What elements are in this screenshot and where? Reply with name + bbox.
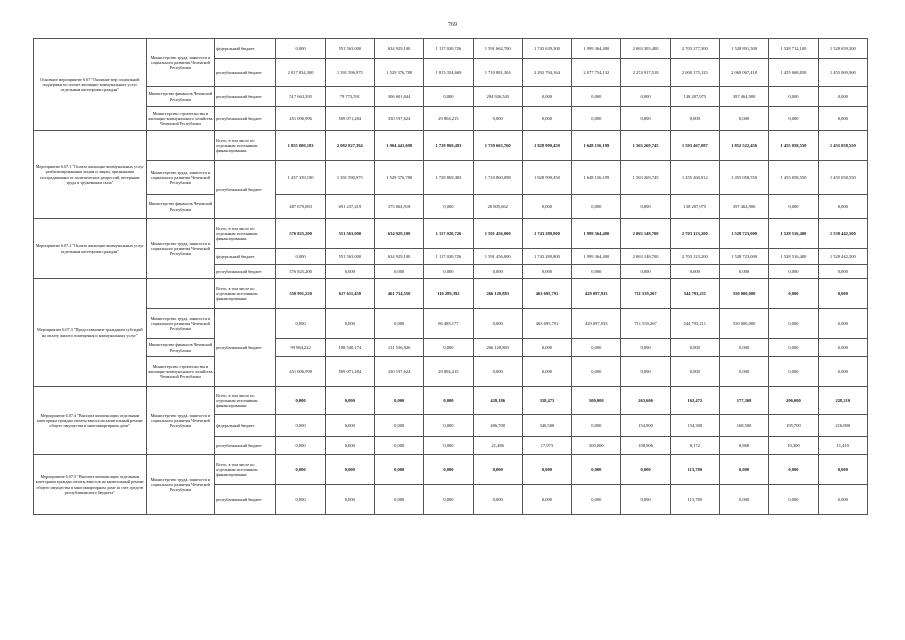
- value-cell: 428,186: [473, 387, 522, 415]
- value-cell: 0,000: [621, 485, 670, 515]
- value-cell: 0,000: [325, 309, 374, 339]
- value-cell: 8,172: [670, 437, 719, 455]
- value-cell: 0,000: [424, 437, 473, 455]
- value-cell: 1 815 354,669: [424, 59, 473, 87]
- table-row: [34, 161, 868, 195]
- value-cell: 0,000: [719, 455, 768, 485]
- value-cell: 1 591 456,000: [473, 219, 522, 249]
- value-cell: 1 455 058,550: [769, 131, 818, 161]
- table-row: [34, 107, 868, 131]
- value-cell: 0,000: [325, 387, 374, 415]
- value-cell: 429 097,933: [572, 309, 621, 339]
- executor-cell: Министерство труда, занятости и социального развития Чеченской Республики: [146, 309, 214, 339]
- funding-source-cell: Всего, в том числе по отдельным источникам финансирования:: [215, 219, 276, 249]
- funding-source-cell: республиканский бюджет: [215, 87, 276, 107]
- value-cell: 0,000: [473, 309, 522, 339]
- value-cell: 0,000: [276, 309, 325, 339]
- value-cell: 2 000 175,125: [670, 59, 719, 87]
- value-cell: 206,000: [769, 387, 818, 415]
- value-cell: 1 743 639,300: [522, 39, 571, 59]
- value-cell: 0,000: [818, 339, 867, 357]
- value-cell: 1 593 467,087: [670, 131, 719, 161]
- table-row: [34, 455, 868, 485]
- value-cell: 1 391 590,975: [325, 161, 374, 195]
- value-cell: 1 528 442,500: [818, 249, 867, 265]
- value-cell: 0,000: [276, 437, 325, 455]
- value-cell: 1 391 596,975: [325, 59, 374, 87]
- value-cell: 0,000: [375, 265, 424, 279]
- funding-source-cell: республиканский бюджет: [215, 309, 276, 387]
- value-cell: 1 739 665,760: [473, 131, 522, 161]
- value-cell: 0,000: [572, 485, 621, 515]
- value-cell: 0,000: [473, 265, 522, 279]
- value-cell: 1 563 269,745: [621, 161, 670, 195]
- value-cell: 0,000: [621, 357, 670, 387]
- value-cell: 1 591 456,000: [473, 249, 522, 265]
- value-cell: 1 648 156,199: [572, 161, 621, 195]
- table-body: [34, 39, 868, 515]
- value-cell: 0,000: [818, 357, 867, 387]
- value-cell: 397 464,900: [719, 87, 768, 107]
- value-cell: 0,000: [424, 415, 473, 437]
- value-cell: 1 743 289,800: [522, 249, 571, 265]
- value-cell: 0,000: [522, 485, 571, 515]
- value-cell: 216,800: [818, 415, 867, 437]
- value-cell: 0,000: [522, 265, 571, 279]
- value-cell: 8,868: [719, 437, 768, 455]
- page-number: 769: [448, 22, 457, 28]
- table-row: [34, 195, 868, 219]
- value-cell: 2 063 148,700: [621, 219, 670, 249]
- table-row: [34, 87, 868, 107]
- value-cell: 0,000: [276, 455, 325, 485]
- value-cell: 0,000: [670, 107, 719, 131]
- value-cell: 0,000: [818, 279, 867, 309]
- value-cell: 500,000: [572, 387, 621, 415]
- value-cell: 634 929,100: [375, 249, 424, 265]
- value-cell: 0,000: [325, 485, 374, 515]
- value-cell: 2 274 917,518: [621, 59, 670, 87]
- value-cell: 0,000: [572, 455, 621, 485]
- value-cell: 375 064,918: [375, 195, 424, 219]
- value-cell: 2 063 303,400: [621, 39, 670, 59]
- table-row: [34, 131, 868, 161]
- funding-source-cell: республиканский бюджет: [215, 265, 276, 279]
- value-cell: 1 529 376,780: [375, 161, 424, 195]
- value-cell: 1 528 712,100: [769, 39, 818, 59]
- value-cell: 29 804,215: [424, 107, 473, 131]
- value-cell: 0,000: [621, 455, 670, 485]
- funding-source-cell: республиканский бюджет: [215, 437, 276, 455]
- value-cell: 21,486: [473, 437, 522, 455]
- table-row: [34, 357, 868, 387]
- value-cell: 108,906: [621, 437, 670, 455]
- value-cell: 0,000: [769, 357, 818, 387]
- table-row: [34, 39, 868, 59]
- value-cell: 0,000: [818, 265, 867, 279]
- value-cell: 0,000: [325, 265, 374, 279]
- value-cell: 0,000: [769, 279, 818, 309]
- value-cell: 0,000: [325, 455, 374, 485]
- value-cell: 0,000: [375, 415, 424, 437]
- value-cell: 550 991,220: [276, 279, 325, 309]
- measure-name-cell: Основное мероприятие 6.07 "Оказание мер социальной поддержки по оплате жилищно-коммунальных услуг отдельным категориям граждан": [34, 39, 147, 131]
- value-cell: 0,000: [424, 195, 473, 219]
- value-cell: 0,000: [769, 455, 818, 485]
- value-cell: 0,000: [621, 195, 670, 219]
- value-cell: 429 097,933: [572, 279, 621, 309]
- value-cell: 1 591 662,700: [473, 39, 522, 59]
- value-cell: 2 077 754,132: [572, 59, 621, 87]
- value-cell: 0,000: [572, 265, 621, 279]
- value-cell: 544 793,211: [670, 279, 719, 309]
- value-cell: 0,000: [325, 437, 374, 455]
- value-cell: 0,000: [572, 339, 621, 357]
- value-cell: 1 999 364,400: [572, 39, 621, 59]
- value-cell: 138 207,975: [670, 87, 719, 107]
- value-cell: 1 528 516,400: [769, 249, 818, 265]
- value-cell: 0,000: [522, 455, 571, 485]
- value-cell: 550 000,000: [719, 279, 768, 309]
- value-cell: 1 455 058,550: [769, 161, 818, 195]
- value-cell: 358,473: [522, 387, 571, 415]
- value-cell: 1 455 069,960: [818, 59, 867, 87]
- funding-source-cell: республиканский бюджет: [215, 59, 276, 87]
- value-cell: 551 563,000: [325, 219, 374, 249]
- table-row: [34, 309, 868, 339]
- value-cell: 617 611,458: [325, 279, 374, 309]
- value-cell: 162,472: [670, 387, 719, 415]
- value-cell: 0,000: [424, 387, 473, 415]
- value-cell: 451 006,998: [276, 357, 325, 387]
- value-cell: 0,000: [522, 87, 571, 107]
- value-cell: 1 563 269,745: [621, 131, 670, 161]
- executor-cell: Министерство труда, занятости и социального развития Чеченской Республики: [146, 455, 214, 515]
- value-cell: 0,000: [375, 309, 424, 339]
- value-cell: 634 929,100: [375, 219, 424, 249]
- value-cell: 1 117 020,726: [424, 249, 473, 265]
- value-cell: 0,000: [818, 107, 867, 131]
- value-cell: 1 117 020,726: [424, 219, 473, 249]
- value-cell: 168,500: [719, 415, 768, 437]
- value-cell: 544 793,211: [670, 309, 719, 339]
- value-cell: 576 825,200: [276, 265, 325, 279]
- value-cell: 154,300: [670, 415, 719, 437]
- executor-cell: [146, 279, 214, 309]
- executor-cell: Министерство финансов Чеченской Республики: [146, 87, 214, 107]
- value-cell: 1 728 869,483: [424, 161, 473, 195]
- value-cell: 0,000: [375, 437, 424, 455]
- value-cell: 711 539,267: [621, 309, 670, 339]
- value-cell: 1 743 289,800: [522, 219, 571, 249]
- value-cell: 1 728 869,483: [424, 131, 473, 161]
- value-cell: 0,000: [621, 339, 670, 357]
- value-cell: 0,000: [769, 309, 818, 339]
- value-cell: 0,000: [276, 39, 325, 59]
- value-cell: 2 017 834,300: [276, 59, 325, 87]
- value-cell: 1 828 990,450: [522, 131, 571, 161]
- value-cell: 451 096,996: [276, 107, 325, 131]
- funding-source-cell: федеральный бюджет: [215, 39, 276, 59]
- value-cell: 11,410: [818, 437, 867, 455]
- measure-name-cell: Мероприятие 6.07.2 "Оплата жилищно-коммунальных услуг отдельным категориям граждан": [34, 219, 147, 279]
- value-cell: 0,000: [719, 485, 768, 515]
- value-cell: 1 538 442,500: [818, 219, 867, 249]
- value-cell: 1 528 723,000: [719, 219, 768, 249]
- value-cell: 1 999 364,400: [572, 219, 621, 249]
- value-cell: 1 528 723,000: [719, 249, 768, 265]
- value-cell: 1 855 000,183: [276, 131, 325, 161]
- value-cell: 2 703 123,200: [670, 219, 719, 249]
- value-cell: 294 926,545: [473, 87, 522, 107]
- value-cell: 0,000: [375, 387, 424, 415]
- funding-source-cell: федеральный бюджет: [215, 415, 276, 437]
- value-cell: 509 071,284: [325, 357, 374, 387]
- value-cell: 0,000: [769, 107, 818, 131]
- value-cell: 509 071,284: [325, 107, 374, 131]
- value-cell: 576 825,200: [276, 219, 325, 249]
- value-cell: 0,000: [424, 455, 473, 485]
- executor-cell: [146, 131, 214, 161]
- value-cell: 2 703 277,500: [670, 39, 719, 59]
- value-cell: 1 455 058,550: [818, 131, 867, 161]
- value-cell: 1 455 058,550: [818, 161, 867, 195]
- value-cell: 1 455 058,550: [719, 161, 768, 195]
- value-cell: 1 648 156,199: [572, 131, 621, 161]
- value-cell: 463 695,791: [522, 279, 571, 309]
- funding-source-cell: Всего, в том числе по отдельным источникам финансирования:: [215, 279, 276, 309]
- measure-name-cell: Мероприятие 6.07.5 "Выплата компенсации отдельным категориям граждан оплаты взносов на капитальный ремонт общего имущества в многоквартирном доме за счет средств республиканского бюджета": [34, 455, 147, 515]
- measure-name-cell: Мероприятие 6.07.1 "Оплата жилищно-коммунальных услуг реабилитированным лицам и лицам, признанным пострадавшими от политических репрессий, ветеранам труда и труженикам тыла": [34, 131, 147, 219]
- table-row: [34, 339, 868, 357]
- value-cell: 0,000: [670, 357, 719, 387]
- value-cell: 0,000: [424, 265, 473, 279]
- budget-table: [33, 38, 868, 515]
- value-cell: 1 437 339,100: [276, 161, 325, 195]
- value-cell: 0,000: [276, 249, 325, 265]
- value-cell: 113,780: [670, 485, 719, 515]
- value-cell: 0,000: [473, 455, 522, 485]
- value-cell: 0,000: [522, 339, 571, 357]
- value-cell: 29 804,215: [424, 357, 473, 387]
- value-cell: 550 000,000: [719, 309, 768, 339]
- value-cell: 0,000: [719, 357, 768, 387]
- funding-source-cell: Всего, в том числе по отдельным источникам финансирования:: [215, 131, 276, 161]
- value-cell: 0,000: [473, 107, 522, 131]
- value-cell: 0,000: [719, 265, 768, 279]
- value-cell: 228,210: [818, 387, 867, 415]
- value-cell: 0,000: [621, 87, 670, 107]
- value-cell: 2 292 794,164: [522, 59, 571, 87]
- value-cell: 0,000: [276, 485, 325, 515]
- value-cell: 1 455 068,850: [769, 59, 818, 87]
- value-cell: 0,000: [818, 309, 867, 339]
- value-cell: 634 929,100: [375, 39, 424, 59]
- value-cell: 500,000: [572, 437, 621, 455]
- value-cell: 1 455 260,912: [670, 161, 719, 195]
- executor-cell: Министерство финансов Чеченской Республики: [146, 195, 214, 219]
- value-cell: 1 999 364,400: [572, 249, 621, 265]
- value-cell: 461 734,550: [375, 279, 424, 309]
- value-cell: 397 464,900: [719, 195, 768, 219]
- value-cell: 711 539,267: [621, 279, 670, 309]
- value-cell: 0,000: [769, 265, 818, 279]
- value-cell: 1 852 522,456: [719, 131, 768, 161]
- value-cell: 1 117 020,726: [424, 39, 473, 59]
- value-cell: 0,000: [769, 339, 818, 357]
- value-cell: 306 601,844: [375, 87, 424, 107]
- value-cell: 1 828 990,450: [522, 161, 571, 195]
- value-cell: 2 063 148,700: [621, 249, 670, 265]
- value-cell: 1 528 516,400: [769, 219, 818, 249]
- value-cell: 487 679,083: [276, 195, 325, 219]
- value-cell: 263,606: [621, 387, 670, 415]
- value-cell: 2 082 827,394: [325, 131, 374, 161]
- value-cell: 266 120,883: [473, 279, 522, 309]
- executor-cell: Министерство строительства и жилищно-коммунального хозяйства Чеченской Республики: [146, 107, 214, 131]
- value-cell: 0,000: [572, 195, 621, 219]
- value-cell: 0,000: [473, 485, 522, 515]
- value-cell: 28 805,662: [473, 195, 522, 219]
- funding-source-cell: республиканский бюджет: [215, 485, 276, 515]
- value-cell: 1 904 441,698: [375, 131, 424, 161]
- executor-cell: Министерство труда, занятости и социального развития Чеченской Республики: [146, 39, 214, 87]
- value-cell: 0,000: [769, 195, 818, 219]
- value-cell: 0,000: [621, 265, 670, 279]
- funding-source-cell: республиканский бюджет: [215, 107, 276, 131]
- value-cell: 0,000: [375, 485, 424, 515]
- value-cell: 0,000: [276, 415, 325, 437]
- value-cell: 0,000: [424, 339, 473, 357]
- value-cell: 0,000: [325, 415, 374, 437]
- value-cell: 86 485,177: [424, 309, 473, 339]
- value-cell: 17,973: [522, 437, 571, 455]
- value-cell: 691 237,419: [325, 195, 374, 219]
- value-cell: 340,500: [522, 415, 571, 437]
- value-cell: 79 773,591: [325, 87, 374, 107]
- value-cell: 0,000: [670, 265, 719, 279]
- executor-cell: Министерство труда, занятости и социального развития Чеченской Республики: [146, 219, 214, 279]
- value-cell: 0,000: [572, 357, 621, 387]
- value-cell: 2 703 123,200: [670, 249, 719, 265]
- value-cell: 131 536,926: [375, 339, 424, 357]
- value-cell: 0,000: [424, 87, 473, 107]
- value-cell: 330 197,624: [375, 357, 424, 387]
- executor-cell: Министерство строительства и жилищно-коммунального хозяйства Чеченской Республики: [146, 357, 214, 387]
- value-cell: 0,000: [719, 339, 768, 357]
- value-cell: 0,000: [473, 357, 522, 387]
- value-cell: 0,000: [276, 387, 325, 415]
- table-row: [34, 219, 868, 249]
- funding-source-cell: Всего, в том числе по отдельным источникам финансирования:: [215, 387, 276, 415]
- value-cell: 116 289,392: [424, 279, 473, 309]
- value-cell: 154,900: [621, 415, 670, 437]
- executor-cell: Министерство финансов Чеченской Республики: [146, 339, 214, 357]
- value-cell: 0,000: [375, 455, 424, 485]
- value-cell: 406,700: [473, 415, 522, 437]
- value-cell: 0,000: [522, 195, 571, 219]
- value-cell: 177,368: [719, 387, 768, 415]
- funding-source-cell: Всего, в том числе по отдельным источникам финансирования:: [215, 455, 276, 485]
- value-cell: 138 207,975: [670, 195, 719, 219]
- value-cell: 0,000: [818, 485, 867, 515]
- value-cell: 0,000: [769, 87, 818, 107]
- value-cell: 0,000: [572, 415, 621, 437]
- measure-name-cell: Мероприятие 6.07.3 "Предоставление гражданам субсидий на оплату жилого помещения и коммунальных услуг": [34, 279, 147, 387]
- value-cell: 463 695,791: [522, 309, 571, 339]
- value-cell: 113,780: [670, 455, 719, 485]
- value-cell: 99 984,222: [276, 339, 325, 357]
- value-cell: 0,000: [818, 195, 867, 219]
- value-cell: 0,000: [572, 87, 621, 107]
- value-cell: 0,000: [621, 107, 670, 131]
- value-cell: 1 528 891,500: [719, 39, 768, 59]
- table-row: [34, 279, 868, 309]
- value-cell: 0,000: [818, 455, 867, 485]
- value-cell: 108 540,174: [325, 339, 374, 357]
- value-cell: 0,000: [522, 107, 571, 131]
- funding-source-cell: республиканский бюджет: [215, 161, 276, 219]
- value-cell: 0,000: [818, 87, 867, 107]
- value-cell: 1 528 659,300: [818, 39, 867, 59]
- value-cell: 551 563,000: [325, 39, 374, 59]
- value-cell: 0,000: [522, 357, 571, 387]
- table-row: [34, 387, 868, 415]
- value-cell: 0,000: [572, 107, 621, 131]
- value-cell: 2 069 067,418: [719, 59, 768, 87]
- value-cell: 1 710 860,098: [473, 161, 522, 195]
- value-cell: 517 663,395: [276, 87, 325, 107]
- value-cell: 266 120,883: [473, 339, 522, 357]
- value-cell: 0,000: [769, 485, 818, 515]
- value-cell: 0,000: [424, 485, 473, 515]
- value-cell: 551 563,000: [325, 249, 374, 265]
- value-cell: 195,700: [769, 415, 818, 437]
- value-cell: 10,300: [769, 437, 818, 455]
- value-cell: 330 197,624: [375, 107, 424, 131]
- value-cell: 0,000: [670, 339, 719, 357]
- value-cell: 0,000: [719, 107, 768, 131]
- value-cell: 1 529 376,780: [375, 59, 424, 87]
- executor-cell: Министерство труда, занятости и социального развития Чеченской Республики: [146, 161, 214, 195]
- measure-name-cell: Мероприятие 6.07.4 "Выплата компенсации отдельным категориям граждан оплаты взноса на капитальный ремонт общего имущества в многоквартирном доме": [34, 387, 147, 455]
- value-cell: 1 710 881,304: [473, 59, 522, 87]
- executor-cell: Министерство труда, занятости и социального развития Чеченской Республики: [146, 387, 214, 455]
- funding-source-cell: федеральный бюджет: [215, 249, 276, 265]
